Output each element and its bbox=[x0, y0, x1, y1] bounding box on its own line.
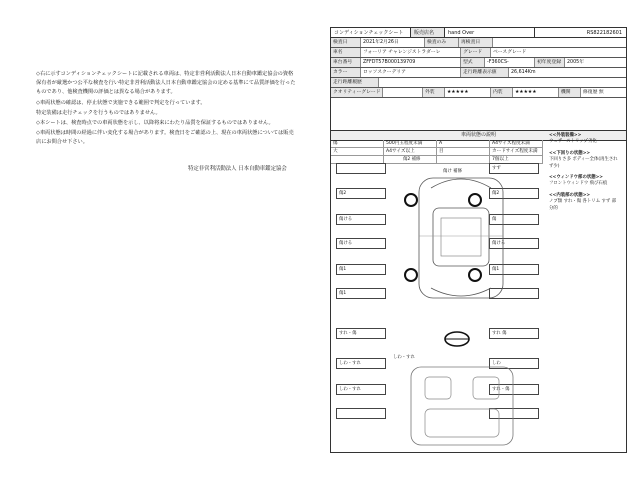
part-label: 傷2 補修 bbox=[403, 157, 421, 162]
steering-wheel-icon bbox=[443, 330, 471, 348]
legend-cell: A bbox=[437, 140, 490, 147]
organization-name: 特定非営利活動法人 日本自動車鑑定協会 bbox=[188, 166, 287, 172]
info-value: 2021年2月26日 bbox=[361, 38, 425, 47]
info-value: ★★★★★ bbox=[445, 88, 491, 97]
info-value: 2005年 bbox=[567, 60, 585, 65]
info-value: フォーリア チャレンジストラダーレ bbox=[361, 48, 461, 57]
front-right-tire-marker bbox=[468, 193, 482, 207]
note-text: 下回りさ多 ボディー全体(再生されず少) bbox=[549, 157, 618, 169]
section-title: 車両状態の説明 bbox=[331, 130, 626, 141]
legend-cell bbox=[331, 156, 384, 163]
info-value bbox=[493, 38, 626, 47]
info-label: 走行距離表示値 bbox=[461, 68, 509, 77]
note-2: ◇車両状態の確認は、停止状態で実施できる範囲で判定を行っています。 bbox=[36, 99, 206, 106]
damage-box-left bbox=[336, 408, 386, 419]
info-value bbox=[383, 88, 423, 97]
damage-box-left: すれ・傷 bbox=[336, 328, 386, 339]
info-value: ★★★★★ bbox=[513, 88, 559, 97]
note-3: 特定装備は走行チェックを行うものではありません。 bbox=[36, 109, 161, 116]
info-label: 外装 bbox=[423, 88, 445, 97]
info-label: 検査のみ bbox=[425, 38, 459, 47]
front-left-tire-marker bbox=[404, 193, 418, 207]
info-label: 初年度登録 bbox=[535, 58, 565, 67]
damage-box-left: 傷1 bbox=[336, 264, 386, 275]
info-value: ZFFDT57B000139709 bbox=[361, 58, 461, 67]
damage-box-left bbox=[336, 163, 386, 174]
info-label: 機関 bbox=[559, 88, 581, 97]
note-text: フロントウィンドウ 飛び石痕 bbox=[549, 181, 608, 187]
info-label: 検査日 bbox=[331, 38, 361, 47]
info-label: グレード bbox=[461, 48, 491, 57]
vehicle-info-table bbox=[331, 38, 626, 98]
rear-right-tire-marker bbox=[468, 268, 482, 282]
damage-box-left: 傷2 bbox=[336, 188, 386, 199]
legend-cell: 傷 bbox=[331, 140, 384, 147]
note-5: ◇車両状態は時間の経過に伴い変化する場合があります。検査日をご確認の上、現在の車両状態については販売店にお問合せ下さい。 bbox=[36, 130, 294, 146]
interior-diagram bbox=[403, 363, 521, 448]
info-value: ロッソスクーデリア bbox=[361, 68, 461, 77]
info-row bbox=[331, 48, 626, 58]
legend-row bbox=[331, 148, 543, 156]
note-1: ◇右に示すコンディションチェックシートに記載される車両は、特定非営利活動法人日本自動車鑑定協会の資格保有者が厳選かつ公平な検査を行い特定非営利活動法人日本自動車鑑定協会の定める基準にて品質評価を行ったものであり、他検査機関の評価とは異なる場合があります。 bbox=[36, 71, 296, 96]
info-value: 修復歴 無 bbox=[583, 90, 604, 95]
legend-row bbox=[331, 140, 543, 148]
damage-box-right: しわ bbox=[489, 358, 539, 369]
dealer-name: hand Over bbox=[445, 28, 535, 38]
legend-cell: 7個以上 bbox=[490, 156, 543, 163]
damage-box-right: すず bbox=[489, 163, 539, 174]
legend-cell: 大 bbox=[331, 148, 384, 155]
legend-cell: A4サイズ程度未満 bbox=[490, 140, 543, 147]
legend-cell: A4サイズ以上 bbox=[384, 148, 437, 155]
legend-cell: カードサイズ程度未満 bbox=[490, 148, 543, 155]
note-heading: <<内装部の状態>> bbox=[549, 192, 591, 198]
legend-cell: 500円玉程度未満 bbox=[384, 140, 437, 147]
damage-box-right: 傷 bbox=[489, 214, 539, 225]
info-label: 走行距離履歴 bbox=[331, 78, 379, 87]
info-row bbox=[331, 78, 626, 88]
note-heading: <<下回りの状態>> bbox=[549, 150, 591, 156]
note-4: ◇本シートは、検査時点での車両状態を示し、以降将来にわたり品質を保証するものではありません。 bbox=[36, 120, 274, 127]
damage-box-right: すれ・傷 bbox=[489, 384, 539, 395]
info-label: クオリティーグレード bbox=[331, 88, 383, 97]
condition-notes-panel bbox=[549, 133, 619, 217]
info-label: 車名 bbox=[331, 48, 361, 57]
note-heading: <<外装装備>> bbox=[549, 133, 582, 138]
info-label: カラー bbox=[331, 68, 361, 77]
info-label: 車台番号 bbox=[331, 58, 361, 67]
document-number: RS822182601 bbox=[535, 28, 626, 38]
dealer-label: 販売店名 bbox=[411, 28, 445, 38]
damage-box-left: 傷1 bbox=[336, 288, 386, 299]
info-label: 型式 bbox=[461, 58, 485, 67]
note-text: ウェザーストリップ劣化 bbox=[549, 139, 597, 145]
info-value bbox=[379, 78, 626, 87]
damage-box-right: 傷1 bbox=[489, 264, 539, 275]
info-row bbox=[331, 68, 626, 78]
note-text: ノブ類 すれ・傷 各トリム すず 部分的 bbox=[549, 199, 617, 211]
info-row bbox=[331, 38, 626, 48]
sheet-title: コンディションチェックシート bbox=[331, 28, 411, 38]
info-row bbox=[331, 58, 626, 68]
damage-box-right: すれ 傷 bbox=[489, 328, 539, 339]
legend-cell: 目 bbox=[437, 148, 490, 155]
condition-check-sheet bbox=[330, 27, 627, 453]
part-label: 傷け 補修 bbox=[443, 169, 462, 174]
info-value: ベースグレード bbox=[493, 50, 527, 55]
info-value: -F360CS- bbox=[485, 58, 535, 67]
damage-box-right: 傷2 bbox=[489, 188, 539, 199]
damage-box-left: しわ・すれ bbox=[336, 384, 386, 395]
damage-box-left: 傷ける bbox=[336, 238, 386, 249]
part-label: しわ・すれ bbox=[393, 355, 415, 360]
info-label: 再検査日 bbox=[459, 38, 493, 47]
inspection-notes bbox=[36, 70, 298, 149]
rear-left-tire-marker bbox=[404, 268, 418, 282]
car-top-diagram bbox=[401, 158, 521, 318]
damage-box-right: 傷ける bbox=[489, 238, 539, 249]
damage-box-left: 傷ける bbox=[336, 214, 386, 225]
info-value: 26,614Km bbox=[511, 70, 536, 75]
info-row bbox=[331, 88, 626, 98]
damage-box-left: しわ・すれ bbox=[336, 358, 386, 369]
info-label: 内装 bbox=[491, 88, 513, 97]
note-heading: <<ウィンドウ部の状態>> bbox=[549, 175, 603, 181]
